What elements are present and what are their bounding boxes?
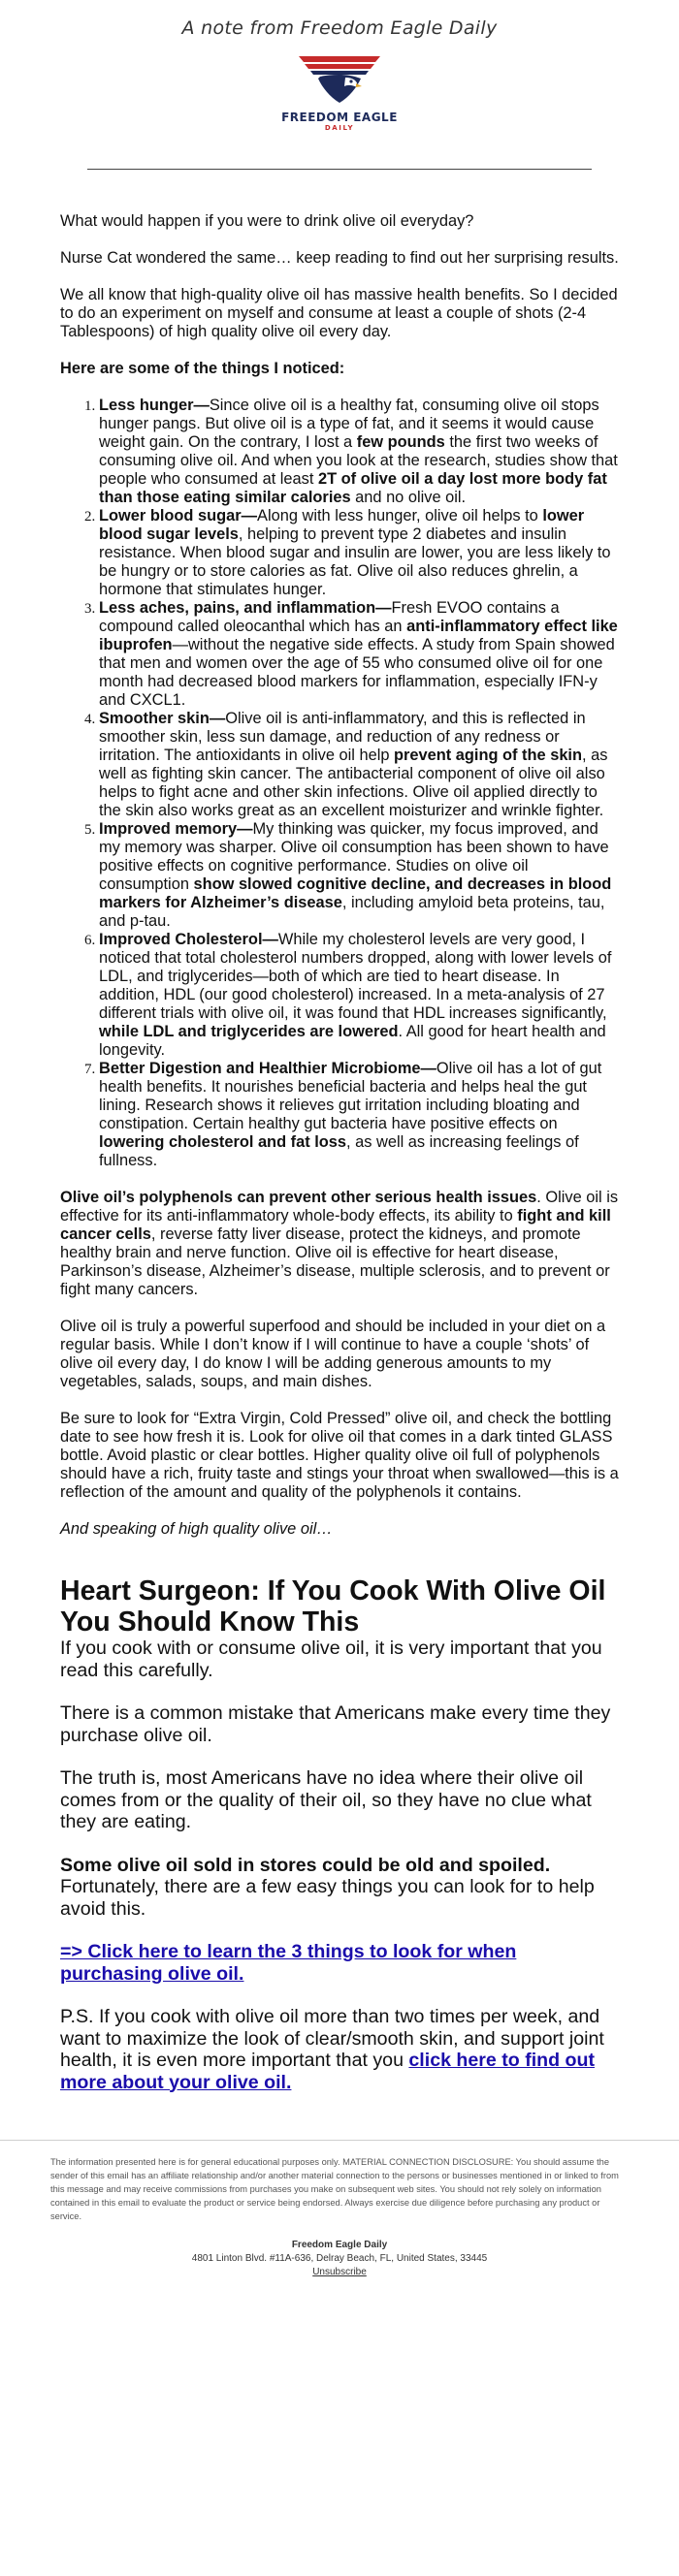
polyphenols-bold: fight and kill cancer cells [60,1207,611,1243]
benefit-text: the first two weeks of consuming olive oil. And when you look at the research, studies show that people who consumed at least [99,433,618,488]
benefit-bold: prevent aging of the skin [394,747,582,764]
polyphenols-bold: Olive oil’s polyphenols can prevent other serious health issues [60,1189,537,1206]
footer-address: 4801 Linton Blvd. #11A-636, Delray Beach, FL, United States, 33445 [191,2253,488,2264]
benefit-title: Lower blood sugar— [99,507,258,525]
benefit-item-inflammation [99,599,619,710]
benefit-item-digestion [99,1060,619,1170]
logo[interactable] [60,54,619,132]
footer-disclaimer: The information presented here is for general educational purposes only. MATERIAL CONNECTION DISCLOSURE: You should assume the sender of this email has an affiliate relationship and/or another material connection to the persons or businesses mentioned in or linked to from this message and may receive commissions from purchases you make on subsequent web sites. You should not rely solely on information contained in this email to evaluate the product or service being endorsed. Always exercise due diligence before purchasing any product or service. [50,2157,619,2221]
benefit-title: Better Digestion and Healthier Microbiome— [99,1060,436,1077]
benefit-bold: show slowed cognitive decline, and decreases in blood markers for Alzheimer’s disease [99,875,612,911]
benefit-item-less-hunger [99,397,619,507]
benefit-text: Fresh EVOO contains a compound called oleocanthal which has an [99,599,560,635]
benefit-text: , as well as increasing feelings of fullness. [99,1133,579,1169]
eagle-shield-icon [295,54,384,105]
benefit-text: and no olive oil. [350,489,467,506]
cta-learn-3-things-link[interactable]: => Click here to learn the 3 things to look for when purchasing olive oil. [60,1941,517,1985]
intro-nurse-cat: Nurse Cat wondered the same… keep reading to find out her surprising results. [60,249,619,267]
benefit-text: Olive oil is anti-inflammatory, and this is reflected in smoother skin, less sun damage, and reduction of any redness or irritation. The antioxidants in olive oil help [99,710,586,764]
polyphenols-text: . Olive oil is effective for its anti-inflammatory whole-body effects, its ability to [60,1189,619,1224]
benefit-text: Olive oil has a lot of gut health benefits. It nourishes beneficial bacteria and helps heal the gut lining. Research shows it relieves gut irritation including bloating and constipation. Certain healthy gut bacteria have positive effects on [99,1060,602,1132]
superfood-paragraph: Olive oil is truly a powerful superfood and should be included in your diet on a regular basis. While I don’t know if I will continue to have a couple ‘shots’ of olive oil every day, I do know I will be adding generous amounts to my vegetables, salads, soups, and main dishes. [60,1318,606,1390]
benefit-bold: lower blood sugar levels [99,507,585,543]
look-for-paragraph: Be sure to look for “Extra Virgin, Cold Pressed” olive oil, and check the bottling date to see how fresh it is. Look for olive oil that comes in a dark tinted GLASS bottle. Avoid plastic or clear bottles. Higher quality olive oil full of polyphenols should have a rich, fruity taste and stings your throat when swallowed—this is a reflection of the amount and quality of the polyphenols it contains. [60,1410,619,1501]
ps-text: P.S. If you cook with olive oil more than two times per week, and want to maximize the look of clear/smooth skin, and support joint health, it is even more important that you [60,2006,604,2071]
header-note: A note from Freedom Eagle Daily [181,17,498,39]
benefit-bold: lowering cholesterol and fat loss [99,1133,347,1151]
promo-spoiled-bold: Some olive oil sold in stores could be old and spoiled. [60,1854,551,1876]
promo-paragraph-3: The truth is, most Americans have no idea where their olive oil comes from or the quality of their oil, so they have no clue what they are eating. [60,1767,592,1832]
benefit-bold: few pounds [356,433,445,451]
logo-sub: DAILY [324,124,355,132]
benefit-title: Improved memory— [99,820,253,838]
footer-address-block [50,2239,629,2291]
benefit-bold: while LDL and triglycerides are lowered [99,1023,399,1040]
benefit-text: Since olive oil is a healthy fat, consuming olive oil stops hunger pangs. But olive oil is a type of fat, and it seems it would cause weight gain. On the contrary, I lost a [99,397,599,451]
benefit-text: . All good for heart health and longevity. [99,1023,606,1059]
benefit-bold: 2T of olive oil a day lost more body fat than those eating similar calories [99,470,607,506]
intro-experiment: We all know that high-quality olive oil has massive health benefits. So I decided to do an experiment on myself and consume at least a couple of shots (2-4 Tablespoons) of high quality olive oil every day. [60,286,618,340]
benefit-text: Along with less hunger, olive oil helps to [257,507,543,525]
benefit-text: , helping to prevent type 2 diabetes and insulin resistance. When blood sugar and insulin are lower, you are less likely to be hungry or to store calories as fat. Olive oil also reduces ghrelin, a hormone that stimulates hunger. [99,525,611,598]
benefit-item-blood-sugar [99,507,619,599]
promo-cta [60,1941,619,1985]
promo-paragraph-4 [60,1855,619,1921]
polyphenols-paragraph [60,1189,619,1299]
benefits-list [60,397,619,1170]
benefit-title: Smoother skin— [99,710,226,727]
benefit-title: Improved Cholesterol— [99,931,278,948]
ps-paragraph [60,2006,619,2093]
promo-paragraph-2: There is a common mistake that Americans make every time they purchase olive oil. [60,1702,611,1746]
speaking-of-line: And speaking of high quality olive oil… [60,1520,333,1538]
benefit-bold: anti-inflammatory effect like ibuprofen [99,618,618,653]
benefit-text: My thinking was quicker, my focus improved, and my memory was sharper. Olive oil consumption has been shown to have positive effects on cognitive performance. Studies on olive oil consumption [99,820,609,893]
benefit-title: Less hunger— [99,397,210,414]
benefit-item-memory [99,820,619,931]
footer-company: Freedom Eagle Daily [291,2240,388,2250]
promo-paragraph-1: If you cook with or consume olive oil, it is very important that you read this carefully. [60,1638,602,1681]
benefit-text: , including amyloid beta proteins, tau, and p-tau. [99,894,605,930]
unsubscribe-link[interactable]: Unsubscribe [312,2267,367,2277]
things-heading [60,360,619,378]
benefit-item-cholesterol [99,931,619,1060]
benefit-text: —without the negative side effects. A study from Spain showed that men and women over the age of 55 who consumed olive oil for one month had decreased blood markers for inflammation, especially IFN-y and CXCL1. [99,636,615,709]
logo-name: FREEDOM EAGLE [281,111,398,124]
benefit-text: , as well as fighting skin cancer. The antibacterial component of olive oil also helps to fight acne and other skin infections. Olive oil applied directly to the skin also works great as an excellent moisturizer and wrinkle fighter. [99,747,608,819]
benefit-title: Less aches, pains, and inflammation— [99,599,392,617]
ps-find-out-more-link[interactable]: click here to find out more about your olive oil. [60,2050,596,2093]
intro-question: What would happen if you were to drink olive oil everyday? [60,212,474,230]
polyphenols-text: , reverse fatty liver disease, protect the kidneys, and promote healthy brain and nerve function. Olive oil is effective for heart disease, Parkinson’s disease, Alzheimer’s disease, multiple sclerosis, and to prevent or fight many cancers. [60,1225,610,1298]
promo-headline: Heart Surgeon: If You Cook With Olive Oil You Should Know This [60,1575,606,1638]
header-divider [87,169,592,170]
benefit-text: While my cholesterol levels are very good, I noticed that total cholesterol numbers dropped, along with lower levels of LDL, and triglycerides—both of which are tied to heart disease. In addition, HDL (our good cholesterol) increased. In a meta-analysis of 27 different trials with olive oil, it was found that HDL increases significantly, [99,931,612,1022]
promo-paragraph-4-text: Fortunately, there are a few easy things you can look for to help avoid this. [60,1876,595,1920]
benefit-item-smoother-skin [99,710,619,820]
footer [0,2141,679,2291]
things-heading-text: Here are some of the things I noticed: [60,360,345,377]
